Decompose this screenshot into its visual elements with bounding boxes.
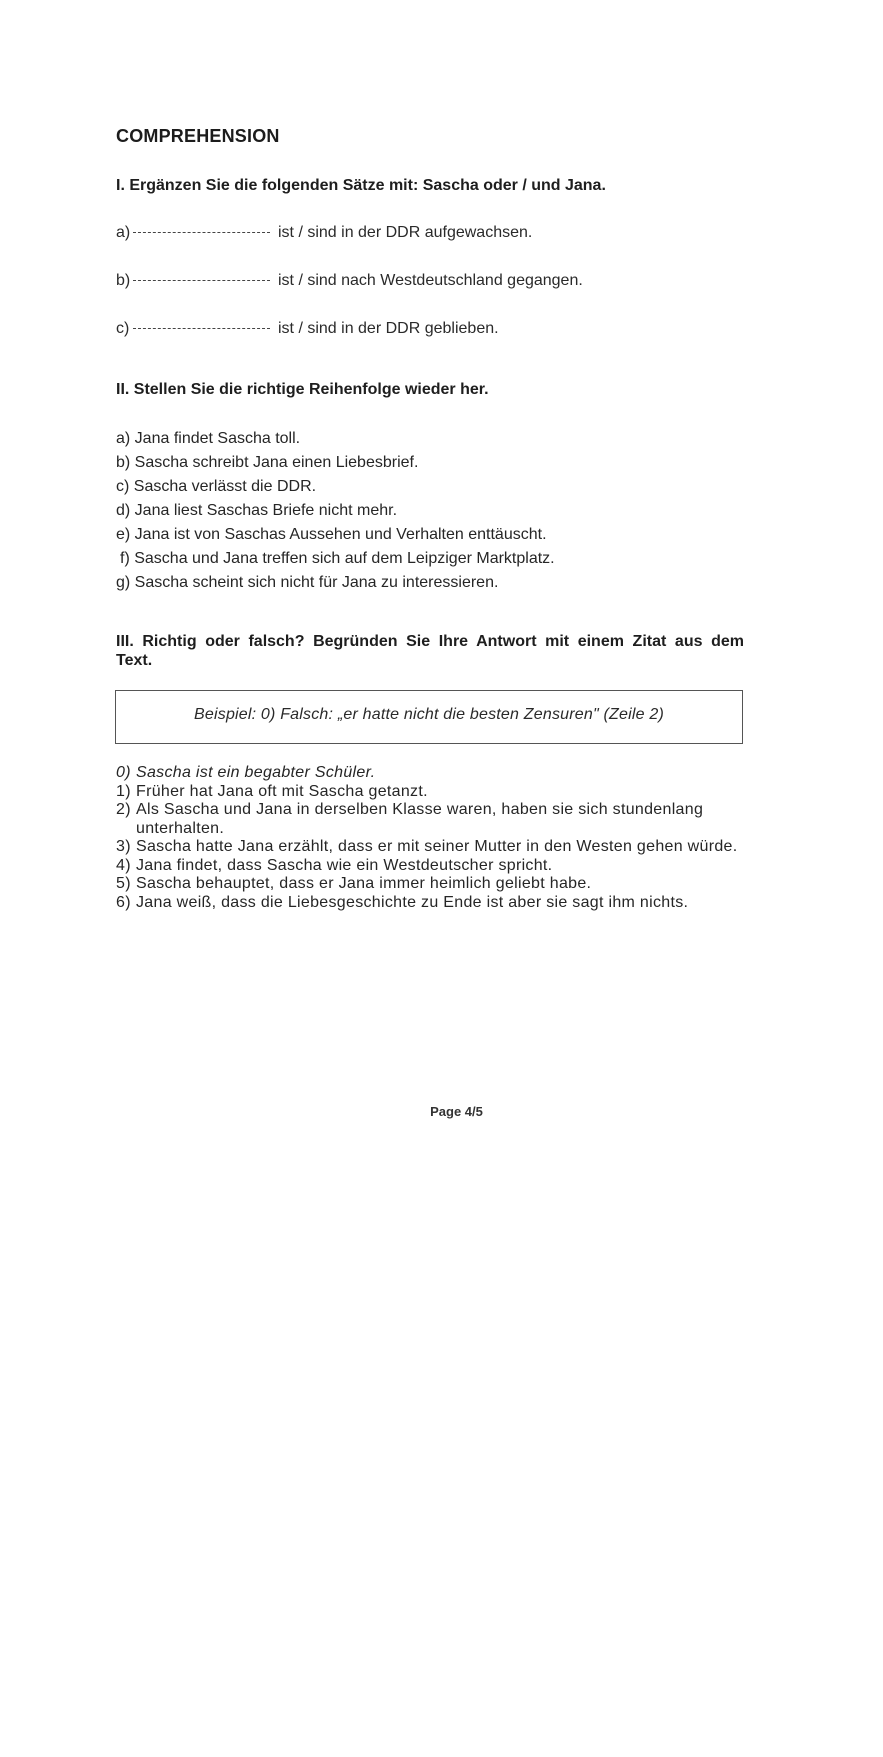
item-number: 1) bbox=[116, 782, 131, 800]
item-text: Sascha ist ein begabter Schüler. bbox=[136, 764, 376, 781]
item-number: 0) bbox=[116, 764, 131, 781]
sequence-list bbox=[116, 427, 555, 595]
item-text: Früher hat Jana oft mit Sascha getanzt. bbox=[136, 782, 428, 800]
example-box bbox=[115, 690, 743, 744]
item-number: 5) bbox=[116, 875, 131, 892]
answer-blank-b[interactable] bbox=[133, 280, 270, 281]
example-text: Beispiel: 0) Falsch: „er hatte nicht die besten Zensuren" (Zeile 2) bbox=[194, 706, 664, 723]
item-number: 6) bbox=[116, 893, 131, 911]
list-item: a) Jana findet Sascha toll. bbox=[116, 430, 301, 447]
list-item bbox=[116, 857, 756, 876]
answer-blank-c[interactable] bbox=[133, 328, 270, 329]
item-text: Als Sascha und Jana in derselben Klasse waren, haben sie sich stundenlang unterhalten. bbox=[136, 801, 704, 837]
item-text: Jana findet, dass Sascha wie ein Westdeutscher spricht. bbox=[136, 856, 553, 874]
item-letter: a) bbox=[116, 224, 131, 241]
list-item: b) Sascha schreibt Jana einen Liebesbrief. bbox=[116, 454, 419, 471]
section-3-heading: III. Richtig oder falsch? Begründen Sie Ihre Antwort mit einem Zitat aus dem Text. bbox=[116, 633, 744, 669]
item-text: ist / sind in der DDR aufgewachsen. bbox=[278, 224, 533, 241]
item-text: ist / sind in der DDR geblieben. bbox=[278, 320, 499, 337]
fill-in-item-b bbox=[116, 272, 583, 290]
fill-in-item-c bbox=[116, 320, 499, 338]
item-text: Sascha hatte Jana erzählt, dass er mit seiner Mutter in den Westen gehen würde. bbox=[136, 838, 738, 855]
item-text: Sascha behauptet, dass er Jana immer heimlich geliebt habe. bbox=[136, 875, 592, 892]
list-item: e) Jana ist von Saschas Aussehen und Verhalten enttäuscht. bbox=[116, 526, 547, 543]
page-title: COMPREHENSION bbox=[116, 126, 280, 146]
answer-blank-a[interactable] bbox=[133, 232, 270, 233]
list-item bbox=[116, 838, 756, 857]
item-number: 3) bbox=[116, 838, 131, 855]
list-item: g) Sascha scheint sich nicht für Jana zu interessieren. bbox=[116, 574, 499, 591]
item-letter: c) bbox=[116, 320, 130, 337]
item-text: Jana weiß, dass die Liebesgeschichte zu Ende ist aber sie sagt ihm nichts. bbox=[136, 893, 689, 911]
list-item: d) Jana liest Saschas Briefe nicht mehr. bbox=[116, 502, 398, 519]
list-item bbox=[116, 801, 756, 838]
list-item: f) Sascha und Jana treffen sich auf dem Leipziger Marktplatz. bbox=[120, 550, 555, 567]
page-number: Page 4/5 bbox=[430, 1104, 483, 1119]
item-text: ist / sind nach Westdeutschland gegangen. bbox=[278, 272, 583, 289]
list-item bbox=[116, 894, 756, 913]
section-2-heading: II. Stellen Sie die richtige Reihenfolge wieder her. bbox=[116, 381, 489, 398]
item-number: 2) bbox=[116, 801, 131, 818]
list-item: c) Sascha verlässt die DDR. bbox=[116, 478, 317, 495]
list-item bbox=[116, 764, 756, 783]
true-false-list bbox=[116, 764, 756, 912]
fill-in-item-a bbox=[116, 224, 532, 242]
item-letter: b) bbox=[116, 272, 131, 289]
item-number: 4) bbox=[116, 856, 131, 874]
list-item bbox=[116, 783, 756, 802]
section-1-heading: I. Ergänzen Sie die folgenden Sätze mit: Sascha oder / und Jana. bbox=[116, 177, 606, 194]
list-item bbox=[116, 875, 756, 894]
